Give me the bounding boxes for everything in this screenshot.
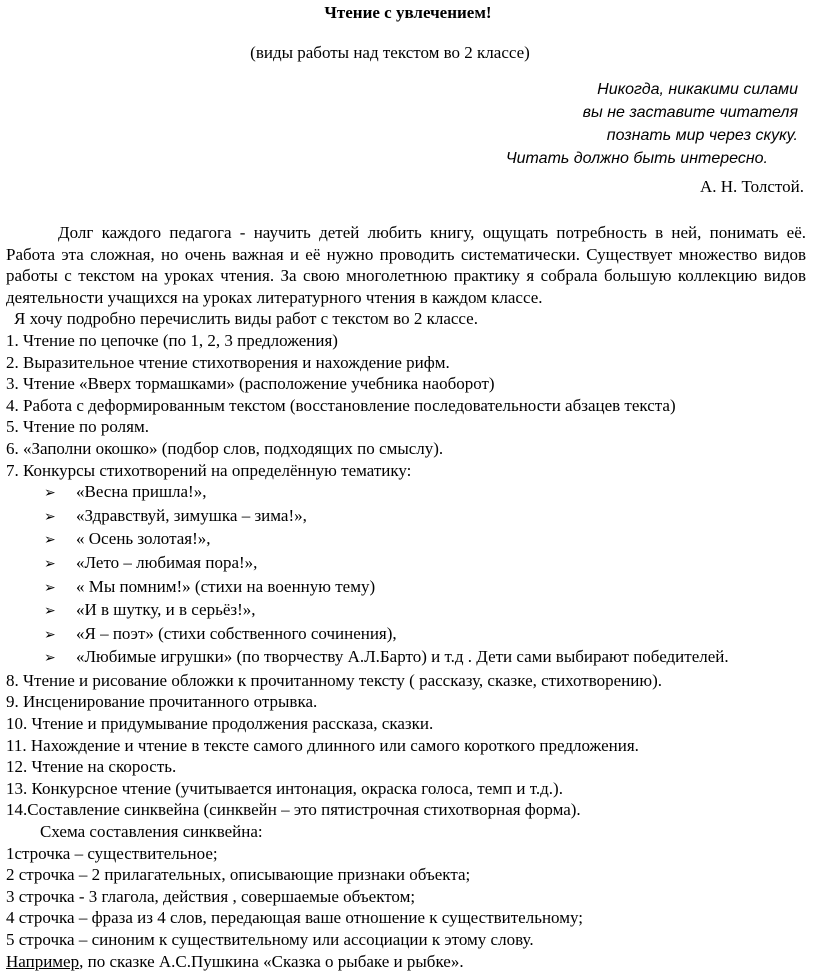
scheme-line: 3 строчка - 3 глагола, действия , совершаемые объектом; — [6, 886, 416, 906]
arrow-bullet-icon: ➢ — [44, 579, 56, 596]
contest-item — [6, 505, 806, 529]
list-item: 7. Конкурсы стихотворений на определённую тематику: — [6, 460, 412, 480]
arrow-bullet-icon: ➢ — [44, 626, 56, 643]
contest-label: «Здравствуй, зимушка – зима!», — [76, 505, 307, 525]
contest-label: «И в шутку, и в серьёз!», — [76, 600, 256, 620]
contest-item — [6, 646, 806, 670]
list-item: 3. Чтение «Вверх тормашками» (расположение учебника наоборот) — [6, 374, 495, 394]
example-line — [6, 951, 806, 973]
scheme-line: 4 строчка – фраза из 4 слов, передающая ваше отношение к существительному; — [6, 908, 583, 928]
contest-item — [6, 576, 806, 600]
contest-label: «Я – поэт» (стихи собственного сочинения), — [76, 623, 397, 643]
list-item: 13. Конкурсное чтение (учитывается интонация, окраска голоса, темп и т.д.). — [6, 778, 563, 798]
list-item: 14.Составление синквейна (синквейн – это пятистрочная стихотворная форма). — [6, 800, 581, 820]
contest-item — [6, 528, 806, 552]
list-intro: Я хочу подробно перечислить виды работ с текстом во 2 классе. — [14, 309, 478, 329]
arrow-bullet-icon: ➢ — [44, 555, 56, 572]
document-body — [6, 222, 806, 972]
scheme-title: Схема составления синквейна: — [40, 822, 263, 842]
epigraph-line: познать мир через скуку. — [606, 127, 798, 144]
list-item: 11. Нахождение и чтение в тексте самого длинного или самого короткого предложения. — [6, 735, 639, 755]
scheme-line: 1строчка – существительное; — [6, 843, 218, 863]
contest-item — [6, 481, 806, 505]
list-item: 2. Выразительное чтение стихотворения и нахождение рифм. — [6, 352, 450, 372]
scheme-line: 5 строчка – синоним к существительному или ассоциации к этому слову. — [6, 930, 534, 949]
epigraph-line: вы не заставите читателя — [582, 104, 798, 121]
contest-label: «Лето – любимая пора!», — [76, 552, 258, 572]
epigraph-line: Читать должно быть интересно. — [505, 150, 768, 167]
contest-label: « Осень золотая!», — [76, 529, 211, 549]
intro-paragraph: Долг каждого педагога - научить детей любить книгу, ощущать потребность в ней, понимать её. Работа эта сложная, но очень важная и её нужно проводить систематически. Существует множество видов работы с текстом на уроках чтения. За свою многолетнюю практику я собрала большую коллекцию видов деятельности учащихся на уроках литературного чтения в каждом классе. — [6, 223, 806, 307]
list-item: 6. «Заполни окошко» (подбор слов, подходящих по смыслу). — [6, 438, 444, 458]
example-text: , по сказке А.С.Пушкина «Сказка о рыбаке и рыбке». — [79, 951, 464, 971]
contest-item — [6, 552, 806, 576]
epigraph-line: Никогда, никакими силами — [597, 81, 798, 98]
example-label: Например — [6, 951, 80, 971]
contest-item — [6, 623, 806, 647]
list-item: 1. Чтение по цепочке (по 1, 2, 3 предложения) — [6, 330, 338, 350]
epigraph — [378, 78, 798, 170]
contest-item — [6, 599, 806, 623]
arrow-bullet-icon: ➢ — [44, 532, 56, 549]
arrow-bullet-icon: ➢ — [44, 485, 56, 502]
page-title: Чтение с увлечением! — [324, 3, 492, 22]
list-item: 4. Работа с деформированным текстом (восстановление последовательности абзацев текста) — [6, 395, 676, 415]
scheme-line: 2 строчка – 2 прилагательных, описывающие признаки объекта; — [6, 865, 471, 885]
epigraph-author: А. Н. Толстой. — [699, 177, 804, 196]
arrow-bullet-icon: ➢ — [44, 508, 56, 525]
contest-label: «Любимые игрушки» (по творчеству А.Л.Барто) и т.д . Дети сами выбирают победителей. — [76, 647, 729, 667]
list-item: 12. Чтение на скорость. — [6, 757, 177, 777]
list-item: 5. Чтение по ролям. — [6, 417, 149, 437]
contest-label: « Мы помним!» (стихи на военную тему) — [76, 576, 376, 596]
list-item: 9. Инсценирование прочитанного отрывка. — [6, 692, 318, 712]
contest-label: «Весна пришла!», — [76, 482, 207, 502]
list-item: 10. Чтение и придумывание продолжения рассказа, сказки. — [6, 714, 434, 734]
arrow-bullet-icon: ➢ — [44, 603, 56, 620]
list-item: 8. Чтение и рисование обложки к прочитанному тексту ( рассказу, сказке, стихотворению). — [6, 670, 663, 690]
arrow-bullet-icon: ➢ — [44, 650, 56, 667]
page-subtitle: (виды работы над текстом во 2 классе) — [250, 43, 530, 62]
